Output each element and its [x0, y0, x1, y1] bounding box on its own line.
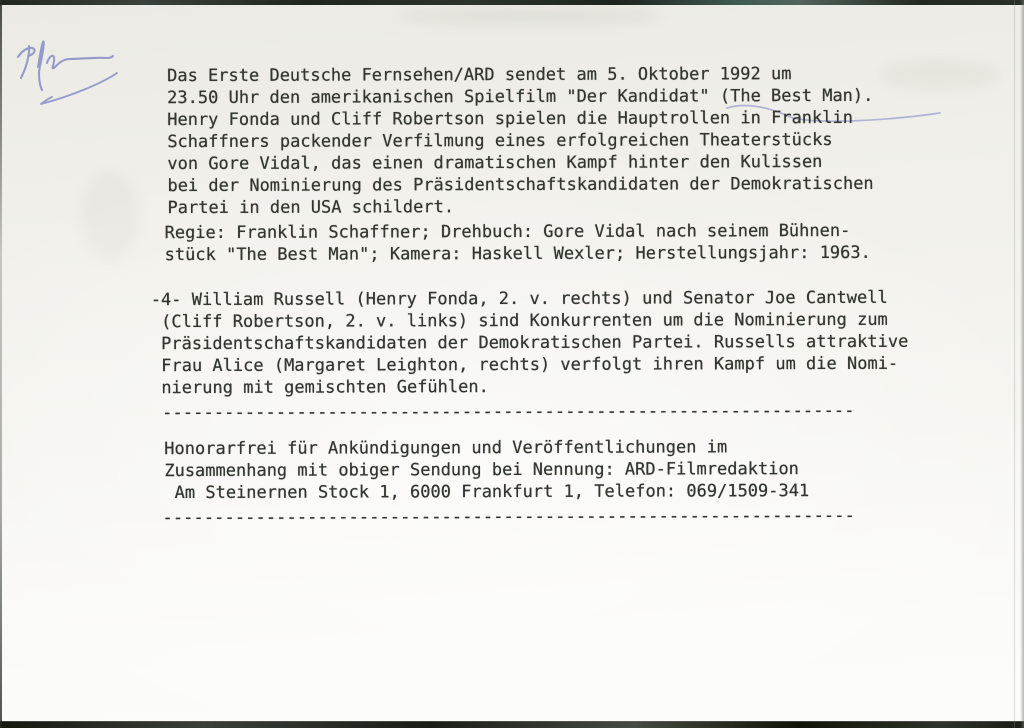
text-line: 23.50 Uhr den amerikanischen Spielfilm "Der Kandidat" (The Best Man). — [167, 85, 874, 109]
text-line: Das Erste Deutsche Fernsehen/ARD sendet am 5. Oktober 1992 um — [167, 64, 792, 87]
text-line: nierung mit gemischten Gefühlen. — [151, 377, 489, 399]
text-line: Honorarfrei für Ankündigungen und Veröffentlichungen im — [164, 437, 728, 460]
text-line: (Cliff Robertson, 2. v. links) sind Konkurrenten um die Nominierung zum — [150, 309, 888, 333]
broadcast-announcement-paragraph — [167, 63, 874, 219]
text-line: Am Steinernen Stock 1, 6000 Frankfurt 1, Telefon: 069/1509-341 — [164, 481, 810, 504]
text-line: Frau Alice (Margaret Leighton, rechts) verfolgt ihren Kampf um die Nomi- — [150, 353, 899, 377]
text-line: Regie: Franklin Schaffner; Drehbuch: Gore Vidal nach seinem Bühnen- — [164, 220, 851, 244]
text-line: stück "The Best Man"; Kamera: Haskell Wexler; Herstellungsjahr: 1963. — [164, 242, 871, 266]
text-line: -4- William Russell (Henry Fonda, 2. v. rechts) und Senator Joe Cantwell — [150, 287, 888, 311]
photo-caption-paragraph — [151, 287, 909, 399]
usage-rights-contact-paragraph — [164, 436, 809, 504]
text-line: Henry Fonda und Cliff Robertson spielen die Hauptrollen in Franklin — [167, 107, 854, 131]
text-line: Zusammenhang mit obiger Sendung bei Nennung: ARD-Filmredaktion — [164, 459, 799, 482]
text-line: Präsidentschaftskandidaten der Demokratischen Partei. Russells attraktive — [150, 331, 909, 355]
film-credits-paragraph — [165, 220, 871, 266]
text-line: Schaffners packender Verfilmung eines erfolgreichen Theaterstücks — [167, 129, 833, 153]
text-line: von Gore Vidal, das einen dramatischen Kampf hinter den Kulissen — [167, 152, 823, 175]
text-line: Partei in den USA schildert. — [167, 197, 455, 219]
dashed-separator-line: ------------------------------------------------------------------- — [162, 400, 855, 424]
dashed-separator-line: ------------------------------------------------------------------- — [162, 505, 855, 529]
text-line: bei der Nominierung des Präsidentschaftskandidaten der Demokratischen — [167, 173, 874, 197]
